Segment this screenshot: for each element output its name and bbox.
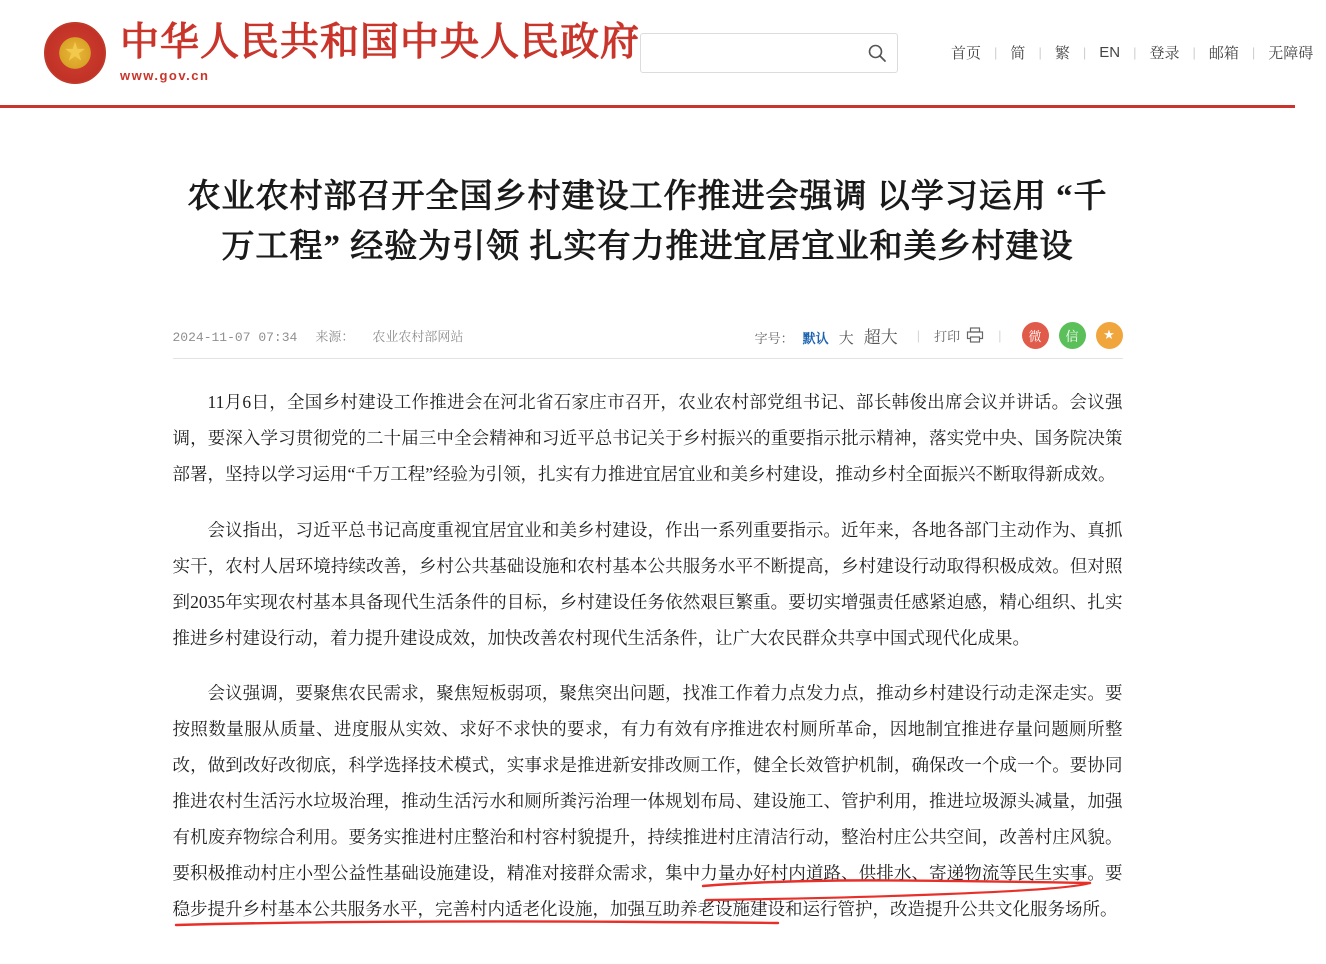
- search-button[interactable]: [857, 34, 897, 72]
- nav-item-mail[interactable]: 邮箱: [1208, 45, 1239, 62]
- meta-separator: |: [998, 327, 1002, 343]
- search-input[interactable]: [641, 34, 857, 72]
- article-meta-left: [173, 326, 464, 345]
- article-body: [173, 385, 1123, 927]
- nav-divider: |: [1192, 45, 1196, 60]
- article-paragraph: 11月6日，全国乡村建设工作推进会在河北省石家庄市召开，农业农村部党组书记、部长韩俊出席会议并讲话。会议强调，要深入学习贯彻党的二十届三中全会精神和习近平总书记关于乡村振兴的重要指示批示精神，落实党中央、国务院决策部署，坚持以学习运用“千万工程”经验为引领，扎实有力推进宜居宜业和美乡村建设，推动乡村全面振兴不断取得新成效。: [172, 392, 1123, 485]
- source-label: 来源：: [315, 328, 355, 344]
- fontsize-large[interactable]: 大: [838, 329, 854, 347]
- nav-divider: |: [1038, 45, 1042, 60]
- nav-divider: |: [1082, 45, 1087, 60]
- article-container: [173, 172, 1123, 928]
- article-meta-bar: [173, 312, 1123, 359]
- fontsize-default[interactable]: 默认: [802, 330, 829, 346]
- site-brand-title: 中华人民共和国中央人民政府: [120, 20, 641, 64]
- nav-divider: |: [1133, 45, 1137, 60]
- top-nav: [938, 42, 1326, 63]
- nav-item-simplified[interactable]: 简: [1010, 45, 1026, 62]
- fontsize-control: [755, 323, 903, 348]
- site-brand[interactable]: [120, 22, 640, 84]
- nav-divider: |: [994, 45, 998, 60]
- fontsize-extra-large[interactable]: 超大: [863, 327, 898, 347]
- print-button[interactable]: [934, 326, 984, 345]
- source-name[interactable]: 农业农村部网站: [372, 328, 464, 344]
- nav-item-login[interactable]: 登录: [1149, 45, 1180, 62]
- printer-icon: [966, 327, 984, 343]
- share-icons: [1022, 322, 1123, 349]
- site-header: [0, 0, 1314, 108]
- nav-item-home[interactable]: 首页: [951, 45, 982, 62]
- nav-item-traditional[interactable]: 繁: [1054, 45, 1070, 62]
- publish-date: 2024-11-07 07:34: [172, 329, 298, 345]
- share-weibo-icon[interactable]: 微: [1022, 322, 1049, 349]
- nav-item-english[interactable]: EN: [1099, 44, 1121, 61]
- share-favorite-icon[interactable]: ★: [1096, 322, 1123, 349]
- article-paragraph: 会议强调，要聚焦农民需求，聚焦短板弱项，聚焦突出问题，找准工作着力点发力点，推动乡村建设行动走深走实。要按照数量服从质量、进度服从实效、求好不求快的要求，有力有效有序推进农村厕所革命，因地制宜推进存量问题厕所整改，做到改好改彻底，科学选择技术模式，实事求是推进新安排改厕工作，健全长效管护机制，确保改一个成一个。要协同推进农村生活污水垃圾治理，推动生活污水和厕所粪污治理一体规划布局、建设施工、管护利用，推进垃圾源头减量，加强有机废弃物综合利用。要务实推进村庄整治和村容村貌提升，持续推进村庄清洁行动，整治村庄公共空间，改善村庄风貌。要积极推动村庄小型公益性基础设施建设，精准对接群众需求，集中力量办好村内道路、供排水、寄递物流等民生实事。要稳步提升乡村基本公共服务水平，完善村内适老化设施，加强互助养老设施建设和运行管护，改造提升公共文化服务场所。: [172, 683, 1123, 919]
- search-box[interactable]: [640, 33, 898, 73]
- article-meta-right: [755, 322, 1123, 349]
- nav-item-accessibility[interactable]: 无障碍: [1268, 45, 1314, 62]
- page-title: 农业农村部召开全国乡村建设工作推进会强调 以学习运用 “千万工程” 经验为引领 扎实有力推进宜居宜业和美乡村建设: [187, 179, 1108, 266]
- fontsize-label: 字号：: [754, 330, 794, 346]
- national-emblem-icon: [44, 22, 106, 84]
- share-wechat-icon[interactable]: 信: [1059, 322, 1086, 349]
- nav-divider: |: [1251, 45, 1256, 60]
- print-label: 打印: [934, 328, 961, 344]
- article-paragraph: 会议指出，习近平总书记高度重视宜居宜业和美乡村建设，作出一系列重要指示。近年来，各地各部门主动作为、真抓实干，农村人居环境持续改善，乡村公共基础设施和农村基本公共服务水平不断提高，乡村建设行动取得积极成效。但对照到2035年实现农村基本具备现代生活条件的目标，乡村建设任务依然艰巨繁重。要切实增强责任感紧迫感，精心组织、扎实推进乡村建设行动，着力提升建设成效，加快改善农村现代生活条件，让广大农民群众共享中国式现代化成果。: [172, 519, 1123, 648]
- header-right: [640, 33, 1326, 73]
- site-brand-url: www.gov.cn: [120, 68, 210, 84]
- meta-separator: |: [916, 327, 921, 343]
- search-icon: [867, 43, 887, 63]
